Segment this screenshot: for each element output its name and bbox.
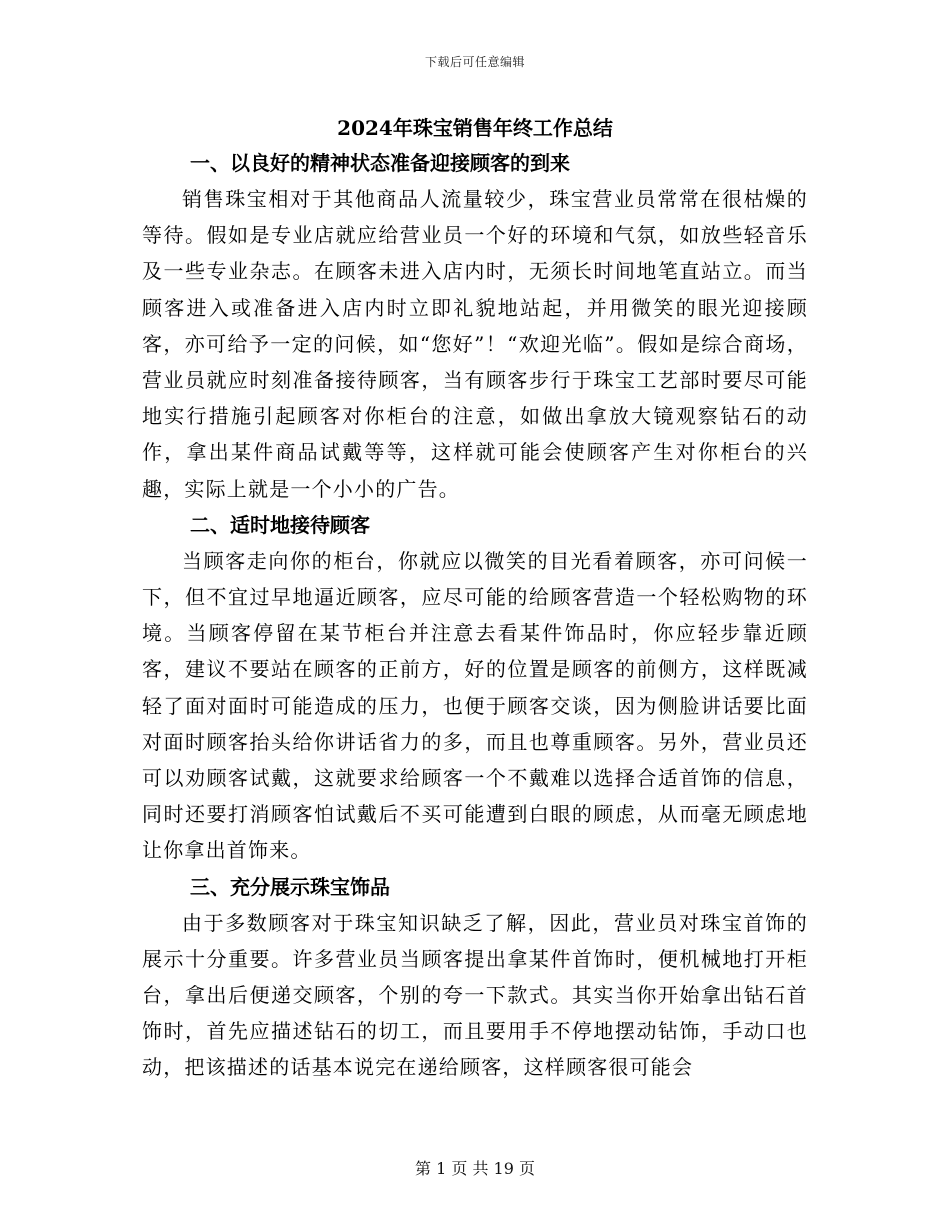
document-title: 2024年珠宝销售年终工作总结: [337, 116, 613, 140]
header-note: 下载后可任意编辑: [424, 55, 525, 69]
section-heading-2: 二、适时地接待顾客: [190, 512, 370, 537]
section-heading-1: 一、以良好的精神状态准备迎接顾客的到来: [190, 151, 570, 175]
section-heading-3: 三、充分展示珠宝饰品: [190, 874, 390, 899]
section-paragraph-2: 当顾客走向你的柜台，你就应以微笑的目光看着顾客，亦可问候一下，但不宜过早地逼近顾客，应尽可能的给顾客营造一个轻松购物的环境。当顾客停留在某节柜台并注意去看某件饰品时，你应轻步靠近顾客，建议不要站在顾客的正前方，好的位置是顾客的前侧方，这样既减轻了面对面时可能造成的压力，也便于顾客交谈，因为侧脸讲话要比面对面时顾客抬头给你讲话省力的多，而且也尊重顾客。另外，营业员还可以劝顾客试戴，这就要求给顾客一个不戴难以选择合适首饰的信息，同时还要打消顾客怕试戴后不买可能遭到白眼的顾虑，从而毫无顾虑地让你拿出首饰来。: [142, 548, 808, 863]
document-body: [142, 111, 808, 1086]
section-paragraph-1: 销售珠宝相对于其他商品人流量较少，珠宝营业员常常在很枯燥的等待。假如是专业店就应给营业员一个好的环境和气氛，如放些轻音乐及一些专业杂志。在顾客未进入店内时，无须长时间地笔直站立。而当顾客进入或准备进入店内时立即礼貌地站起，并用微笑的眼光迎接顾客，亦可给予一定的问候，如“您好”！“欢迎光临”。假如是综合商场，营业员就应时刻准备接待顾客，当有顾客步行于珠宝工艺部时要尽可能地实行措施引起顾客对你柜台的注意，如做出拿放大镜观察钻石的动作，拿出某件商品试戴等等，这样就可能会使顾客产生对你柜台的兴趣，实际上就是一个小小的广告。: [142, 187, 808, 501]
section-paragraph-3: 由于多数顾客对于珠宝知识缺乏了解，因此，营业员对珠宝首饰的展示十分重要。许多营业员当顾客提出拿某件首饰时，便机械地打开柜台，拿出后便递交顾客，个别的夸一下款式。其实当你开始拿出钻石首饰时，首先应描述钻石的切工，而且要用手不停地摆动钻饰，手动口也动，把该描述的话基本说完在递给顾客，这样顾客很可能会: [142, 910, 808, 1080]
page-number: 第 1 页 共 19 页: [415, 1159, 535, 1178]
